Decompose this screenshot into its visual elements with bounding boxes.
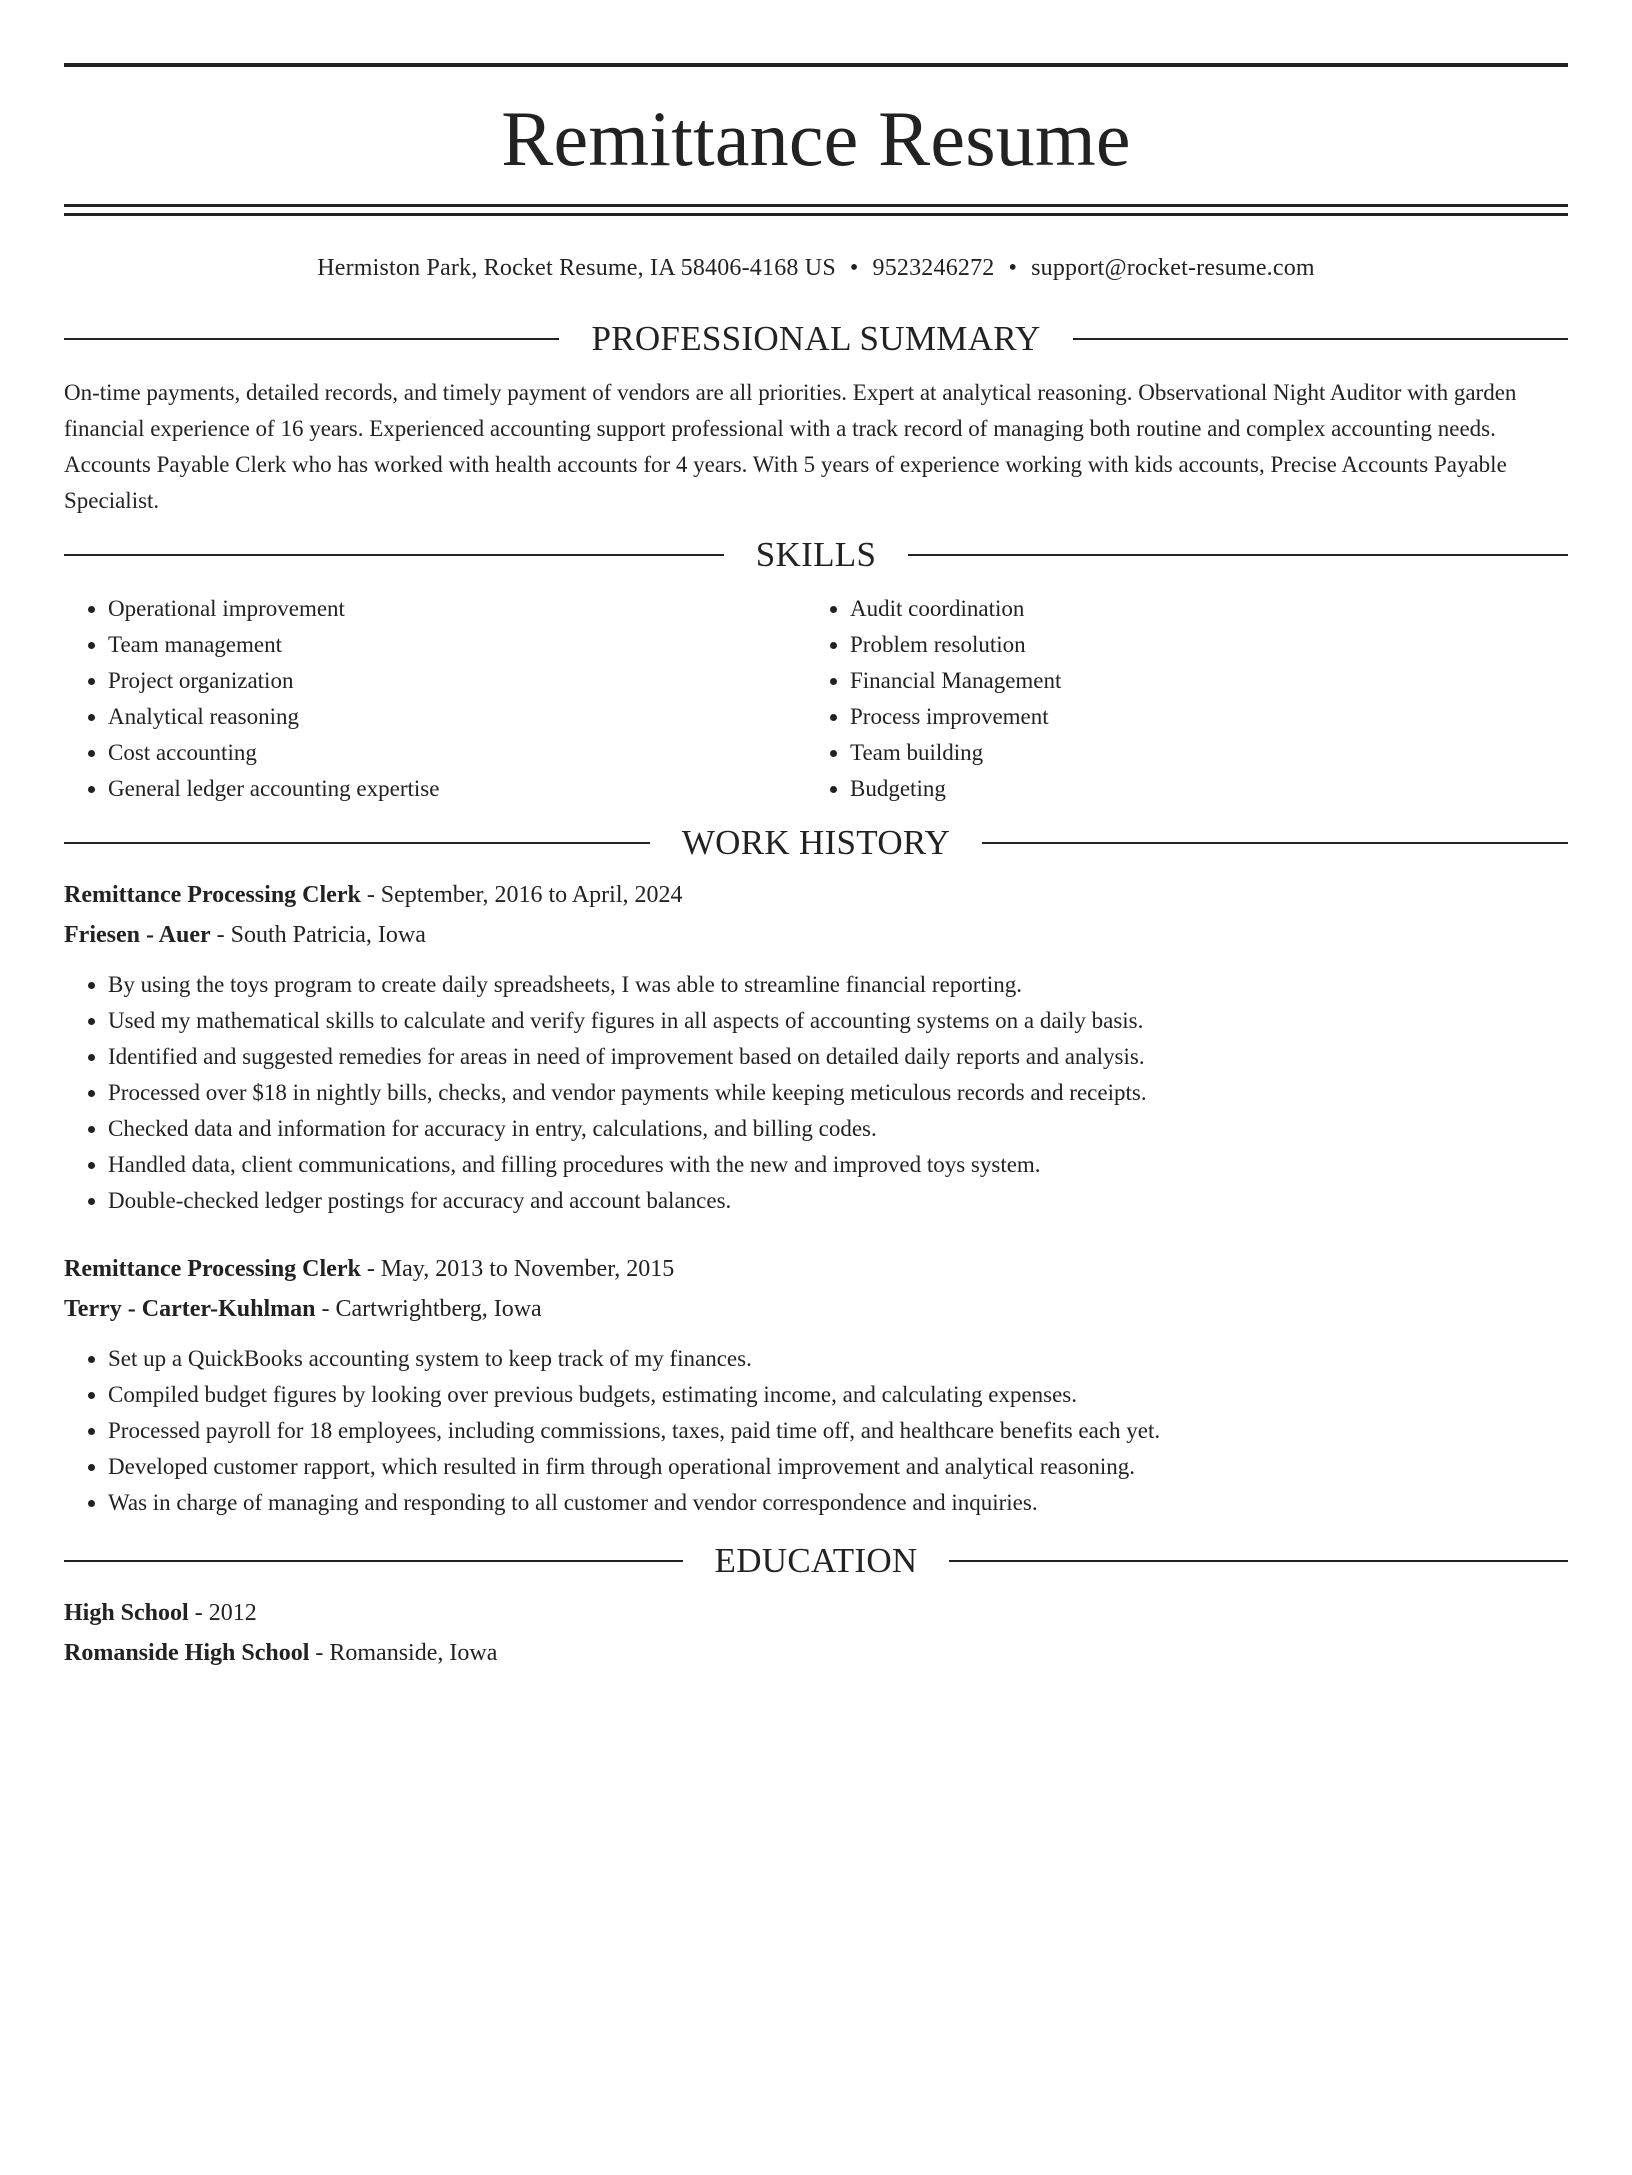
job-company-line bbox=[64, 1289, 1568, 1329]
job-bullets bbox=[64, 1341, 1568, 1521]
job-location: - Cartwrightberg, Iowa bbox=[321, 1296, 542, 1322]
heading-rule-right bbox=[949, 1560, 1568, 1562]
education-school-line bbox=[64, 1633, 1568, 1673]
skills-section-heading bbox=[64, 535, 1568, 575]
job-title-line bbox=[64, 875, 1568, 915]
skill-item: • Team building bbox=[850, 735, 1548, 771]
summary-heading: PROFESSIONAL SUMMARY bbox=[591, 319, 1041, 358]
skill-item: • Problem resolution bbox=[850, 627, 1548, 663]
job-title: Remittance Processing Clerk bbox=[64, 882, 361, 908]
job-company: Friesen - Auer bbox=[64, 922, 211, 948]
job-bullet: • Used my mathematical skills to calculate and verify figures in all aspects of accounting systems on a daily basis. bbox=[108, 1003, 1568, 1039]
job-bullet: • Double-checked ledger postings for accuracy and account balances. bbox=[108, 1183, 1568, 1219]
job-location: - South Patricia, Iowa bbox=[216, 922, 426, 948]
job-dates: - May, 2013 to November, 2015 bbox=[366, 1256, 675, 1282]
job-bullet: • Processed over $18 in nightly bills, checks, and vendor payments while keeping meticulous records and receipts. bbox=[108, 1075, 1568, 1111]
heading-rule-left bbox=[64, 1560, 683, 1562]
job-bullets bbox=[64, 967, 1568, 1219]
skill-item: • Team management bbox=[108, 627, 806, 663]
work-section-heading bbox=[64, 823, 1568, 863]
job-entry bbox=[64, 1249, 1568, 1521]
skills-list-right bbox=[806, 591, 1548, 807]
skill-item: • Cost accounting bbox=[108, 735, 806, 771]
skill-item: • General ledger accounting expertise bbox=[108, 771, 806, 807]
education-degree-line bbox=[64, 1593, 1568, 1633]
education-school: Romanside High School bbox=[64, 1640, 310, 1666]
job-company: Terry - Carter-Kuhlman bbox=[64, 1296, 316, 1322]
heading-rule-right bbox=[1073, 338, 1568, 340]
title-double-rule bbox=[64, 204, 1568, 216]
job-bullet: • Developed customer rapport, which resulted in firm through operational improvement and analytical reasoning. bbox=[108, 1449, 1568, 1485]
skills-heading: SKILLS bbox=[755, 535, 877, 574]
contact-line bbox=[64, 253, 1568, 283]
job-company-line bbox=[64, 915, 1568, 955]
skill-item: • Financial Management bbox=[850, 663, 1548, 699]
job-bullet: • Set up a QuickBooks accounting system to keep track of my finances. bbox=[108, 1341, 1568, 1377]
job-dates: - September, 2016 to April, 2024 bbox=[366, 882, 683, 908]
education-degree: High School bbox=[64, 1600, 189, 1626]
job-title-line bbox=[64, 1249, 1568, 1289]
job-bullet: • By using the toys program to create daily spreadsheets, I was able to streamline financial reporting. bbox=[108, 967, 1568, 1003]
heading-rule-left bbox=[64, 554, 724, 556]
contact-address: Hermiston Park, Rocket Resume, IA 58406-4168 US bbox=[317, 255, 836, 281]
education-year: - 2012 bbox=[194, 1600, 257, 1626]
heading-rule-right bbox=[982, 842, 1568, 844]
work-heading: WORK HISTORY bbox=[681, 823, 951, 862]
education-entry bbox=[64, 1593, 1568, 1673]
resume-page bbox=[0, 63, 1632, 2175]
summary-text: On-time payments, detailed records, and timely payment of vendors are all priorities. Expert at analytical reasoning. Observational Night Auditor with garden financial experience of 16 years. Experienced accounting support professional with a track record of managing both routine and complex accounting needs. Accounts Payable Clerk who has worked with health accounts for 4 years. With 5 years of experience working with kids accounts, Precise Accounts Payable Specialist. bbox=[64, 380, 1517, 513]
skills-columns bbox=[64, 591, 1568, 807]
job-bullet: • Was in charge of managing and responding to all customer and vendor correspondence and inquiries. bbox=[108, 1485, 1568, 1521]
skill-item: • Audit coordination bbox=[850, 591, 1548, 627]
contact-email: support@rocket-resume.com bbox=[1031, 255, 1315, 281]
contact-phone: 9523246272 bbox=[872, 255, 995, 281]
job-bullet: • Processed payroll for 18 employees, including commissions, taxes, paid time off, and healthcare benefits each yet. bbox=[108, 1413, 1568, 1449]
contact-separator: • bbox=[1008, 255, 1018, 281]
contact-separator: • bbox=[849, 255, 859, 281]
skill-item: • Process improvement bbox=[850, 699, 1548, 735]
heading-rule-left bbox=[64, 338, 559, 340]
skill-item: • Operational improvement bbox=[108, 591, 806, 627]
job-bullet: • Handled data, client communications, and filling procedures with the new and improved toys system. bbox=[108, 1147, 1568, 1183]
job-bullet: • Identified and suggested remedies for areas in need of improvement based on detailed daily reports and analysis. bbox=[108, 1039, 1568, 1075]
job-title: Remittance Processing Clerk bbox=[64, 1256, 361, 1282]
skills-list-left bbox=[64, 591, 806, 807]
skill-item: • Analytical reasoning bbox=[108, 699, 806, 735]
job-bullet: • Checked data and information for accuracy in entry, calculations, and billing codes. bbox=[108, 1111, 1568, 1147]
education-location: - Romanside, Iowa bbox=[315, 1640, 498, 1666]
job-bullet: • Compiled budget figures by looking over previous budgets, estimating income, and calculating expenses. bbox=[108, 1377, 1568, 1413]
heading-rule-left bbox=[64, 842, 650, 844]
education-heading: EDUCATION bbox=[714, 1541, 918, 1580]
skill-item: • Project organization bbox=[108, 663, 806, 699]
education-section-heading bbox=[64, 1541, 1568, 1581]
job-entry bbox=[64, 875, 1568, 1219]
resume-title: Remittance Resume bbox=[501, 95, 1131, 182]
summary-section-heading bbox=[64, 319, 1568, 359]
heading-rule-right bbox=[908, 554, 1568, 556]
skill-item: • Budgeting bbox=[850, 771, 1548, 807]
